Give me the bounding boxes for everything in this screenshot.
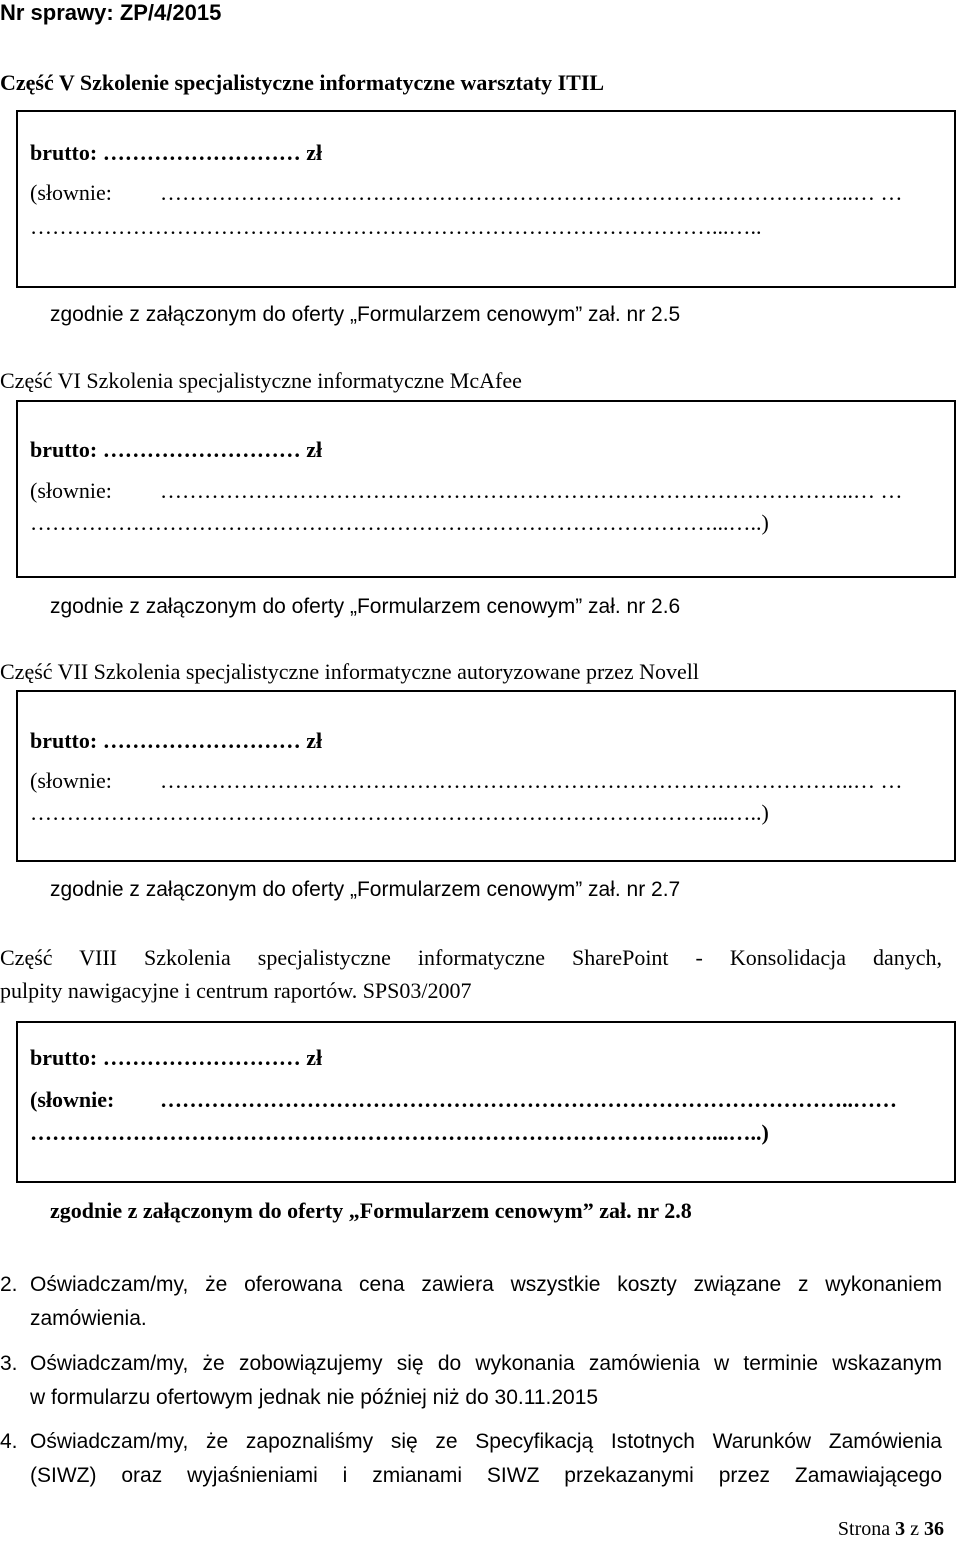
part-viii-note: zgodnie z załączonym do oferty „Formularzem cenowym” zał. nr 2.8	[50, 1198, 692, 1223]
statement-3-line-2: w formularzu ofertowym jednak nie później niż do 30.11.2015	[30, 1386, 599, 1409]
statement-4-line-2: (SIWZ) oraz wyjaśnieniami i zmianami SIWZ przekazanymi przez Zamawiającego	[30, 1464, 942, 1487]
part-v-brutto: brutto: ……………………… zł	[30, 140, 323, 165]
part-viii-brutto: brutto: ……………………… zł	[30, 1045, 323, 1070]
part-vi-title: Część VI Szkolenia specjalistyczne informatyczne McAfee	[0, 368, 522, 393]
part-vi-dots-line-1: …………………………………………………………………………………..… …	[160, 478, 903, 503]
part-v-note: zgodnie z załączonym do oferty „Formularzem cenowym” zał. nr 2.5	[50, 303, 681, 326]
statement-2-line-1: Oświadczam/my, że oferowana cena zawiera wszystkie koszty związane z wykonaniem	[30, 1273, 942, 1296]
part-vi-note: zgodnie z załączonym do oferty „Formularzem cenowym” zał. nr 2.6	[50, 595, 681, 618]
part-vii-brutto: brutto: ……………………… zł	[30, 728, 323, 753]
part-vi-slownie-label: (słownie:	[30, 478, 112, 503]
page-total: 36	[924, 1518, 944, 1540]
part-v-dots-line-1: …………………………………………………………………………………..… …	[160, 180, 903, 205]
part-vii-dots-line-1: …………………………………………………………………………………..… …	[160, 768, 903, 793]
statement-4-line-1: Oświadczam/my, że zapoznaliśmy się ze Specyfikacją Istotnych Warunków Zamówienia	[30, 1430, 942, 1453]
statement-3-line-1: Oświadczam/my, że zobowiązujemy się do wykonania zamówienia w terminie wskazanym	[30, 1352, 942, 1375]
statement-4-number: 4.	[0, 1430, 18, 1453]
part-v-dots-line-2: …………………………………………………………………………………...…..	[30, 214, 762, 239]
part-viii-slownie-label: (słownie:	[30, 1087, 115, 1112]
part-vii-note: zgodnie z załączonym do oferty „Formularzem cenowym” zał. nr 2.7	[50, 878, 681, 901]
part-viii-dots-line-1: …………………………………………………………………………………..……	[160, 1087, 897, 1112]
statement-3-number: 3.	[0, 1352, 18, 1375]
statement-2-line-2: zamówienia.	[30, 1307, 147, 1330]
page-label: Strona	[837, 1518, 891, 1540]
part-v-title: Część V Szkolenie specjalistyczne informatyczne warsztaty ITIL	[0, 70, 605, 95]
part-v-slownie-label: (słownie:	[30, 180, 112, 205]
part-viii-title-line-1: Część VIII Szkolenia specjalistyczne informatyczne SharePoint - Konsolidacja danych,	[0, 945, 942, 970]
part-vii-title: Część VII Szkolenia specjalistyczne informatyczne autoryzowane przez Novell	[0, 659, 700, 684]
part-viii-dots-line-2: …………………………………………………………………………………...…..)	[30, 1120, 769, 1145]
statement-2-number: 2.	[0, 1273, 18, 1296]
page-current: 3	[895, 1518, 906, 1540]
part-vi-brutto: brutto: ……………………… zł	[30, 437, 323, 462]
page-sep: z	[910, 1518, 919, 1540]
page-number	[838, 1518, 944, 1541]
case-number: Nr sprawy: ZP/4/2015	[0, 0, 222, 25]
part-vii-dots-line-2: …………………………………………………………………………………...…..)	[30, 800, 769, 825]
part-vi-dots-line-2: …………………………………………………………………………………...…..)	[30, 510, 769, 535]
part-viii-title-line-2: pulpity nawigacyjne i centrum raportów. SPS03/2007	[0, 978, 472, 1003]
part-vii-slownie-label: (słownie:	[30, 768, 112, 793]
